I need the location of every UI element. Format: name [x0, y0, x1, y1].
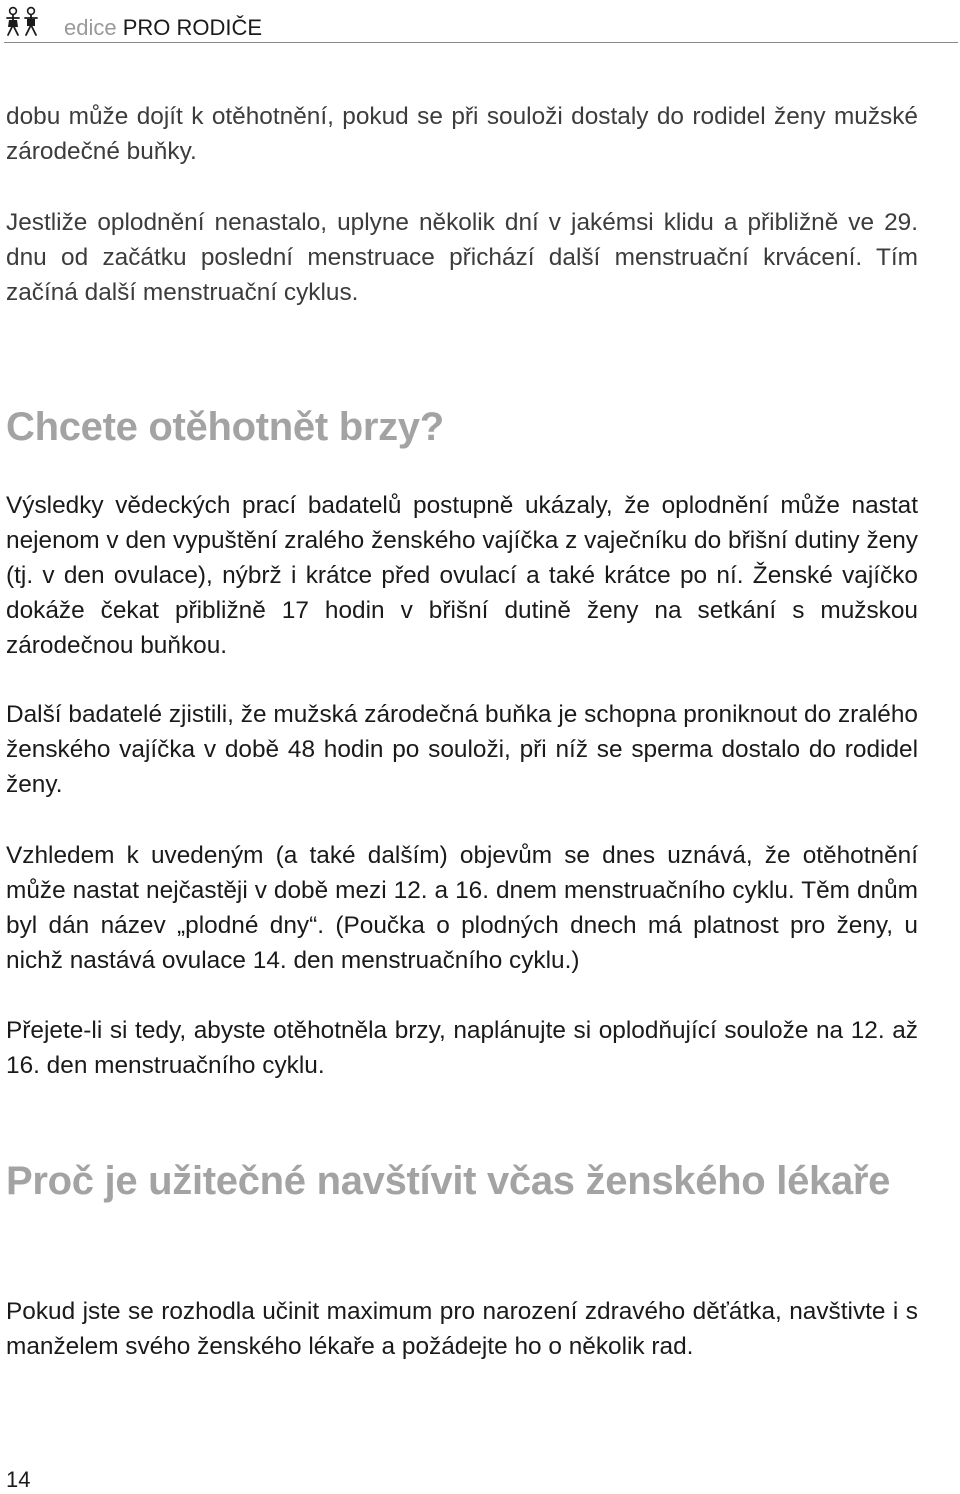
- paragraph-3: Výsledky vědeckých prací badatelů postupně ukázaly, že oplodnění může nastat nejenom v den vypuštění zralého ženského vajíčka z vaječníku do břišní dutiny ženy (tj. v den ovulace), nýbrž i krátce před ovulací a také krátce po ní. Ženské vajíčko dokáže čekat přibližně 17 hodin v břišní dutině ženy na setkání s mužskou zárodečnou buňkou.: [6, 492, 918, 659]
- section-heading-2: Proč je užitečné navštívit včas ženského lékaře: [6, 1159, 891, 1203]
- paragraph-5: Vzhledem k uvedeným (a také dalším) objevům se dnes uznává, že otěhotnění může nastat nejčastěji v době mezi 12. a 16. dnem menstruačního cyklu. Těm dnům byl dán název „plodné dny“. (Poučka o plodných dnech má platnost pro ženy, u nichž nastává ovulace 14. den menstruačního cyklu.): [6, 842, 918, 974]
- paragraph-6: Přejete-li si tedy, abyste otěhotněla brzy, naplánujte si oplodňující soulože na 12. až 16. den menstruačního cyklu.: [6, 1017, 918, 1079]
- series-name: PRO RODIČE: [122, 15, 263, 40]
- paragraph-1: dobu může dojít k otěhotnění, pokud se při souloži dostaly do rodidel ženy mužské zárodečné buňky.: [6, 103, 918, 165]
- page-number: 14: [6, 1467, 31, 1492]
- section-heading-1: Chcete otěhotnět brzy?: [6, 405, 444, 449]
- series-prefix: edice: [64, 15, 117, 40]
- paragraph-7: Pokud jste se rozhodla učinit maximum pro narození zdravého děťátka, navštivte i s manželem svého ženského lékaře a požádejte ho o několik rad.: [6, 1298, 918, 1360]
- page-header: [0, 0, 960, 46]
- header-divider: [4, 42, 958, 43]
- paragraph-2: Jestliže oplodnění nenastalo, uplyne několik dní v jakémsi klidu a přibližně ve 29. dnu od začátku poslední menstruace přichází další menstruační krvácení. Tím začíná další menstruační cyklus.: [6, 209, 918, 306]
- paragraph-4: Další badatelé zjistili, že mužská zárodečná buňka je schopna proniknout do zralého ženského vajíčka v době 48 hodin po souloži, při níž se sperma dostalo do rodidel ženy.: [6, 701, 918, 798]
- series-title: [64, 14, 262, 42]
- children-figures-icon: [5, 6, 41, 38]
